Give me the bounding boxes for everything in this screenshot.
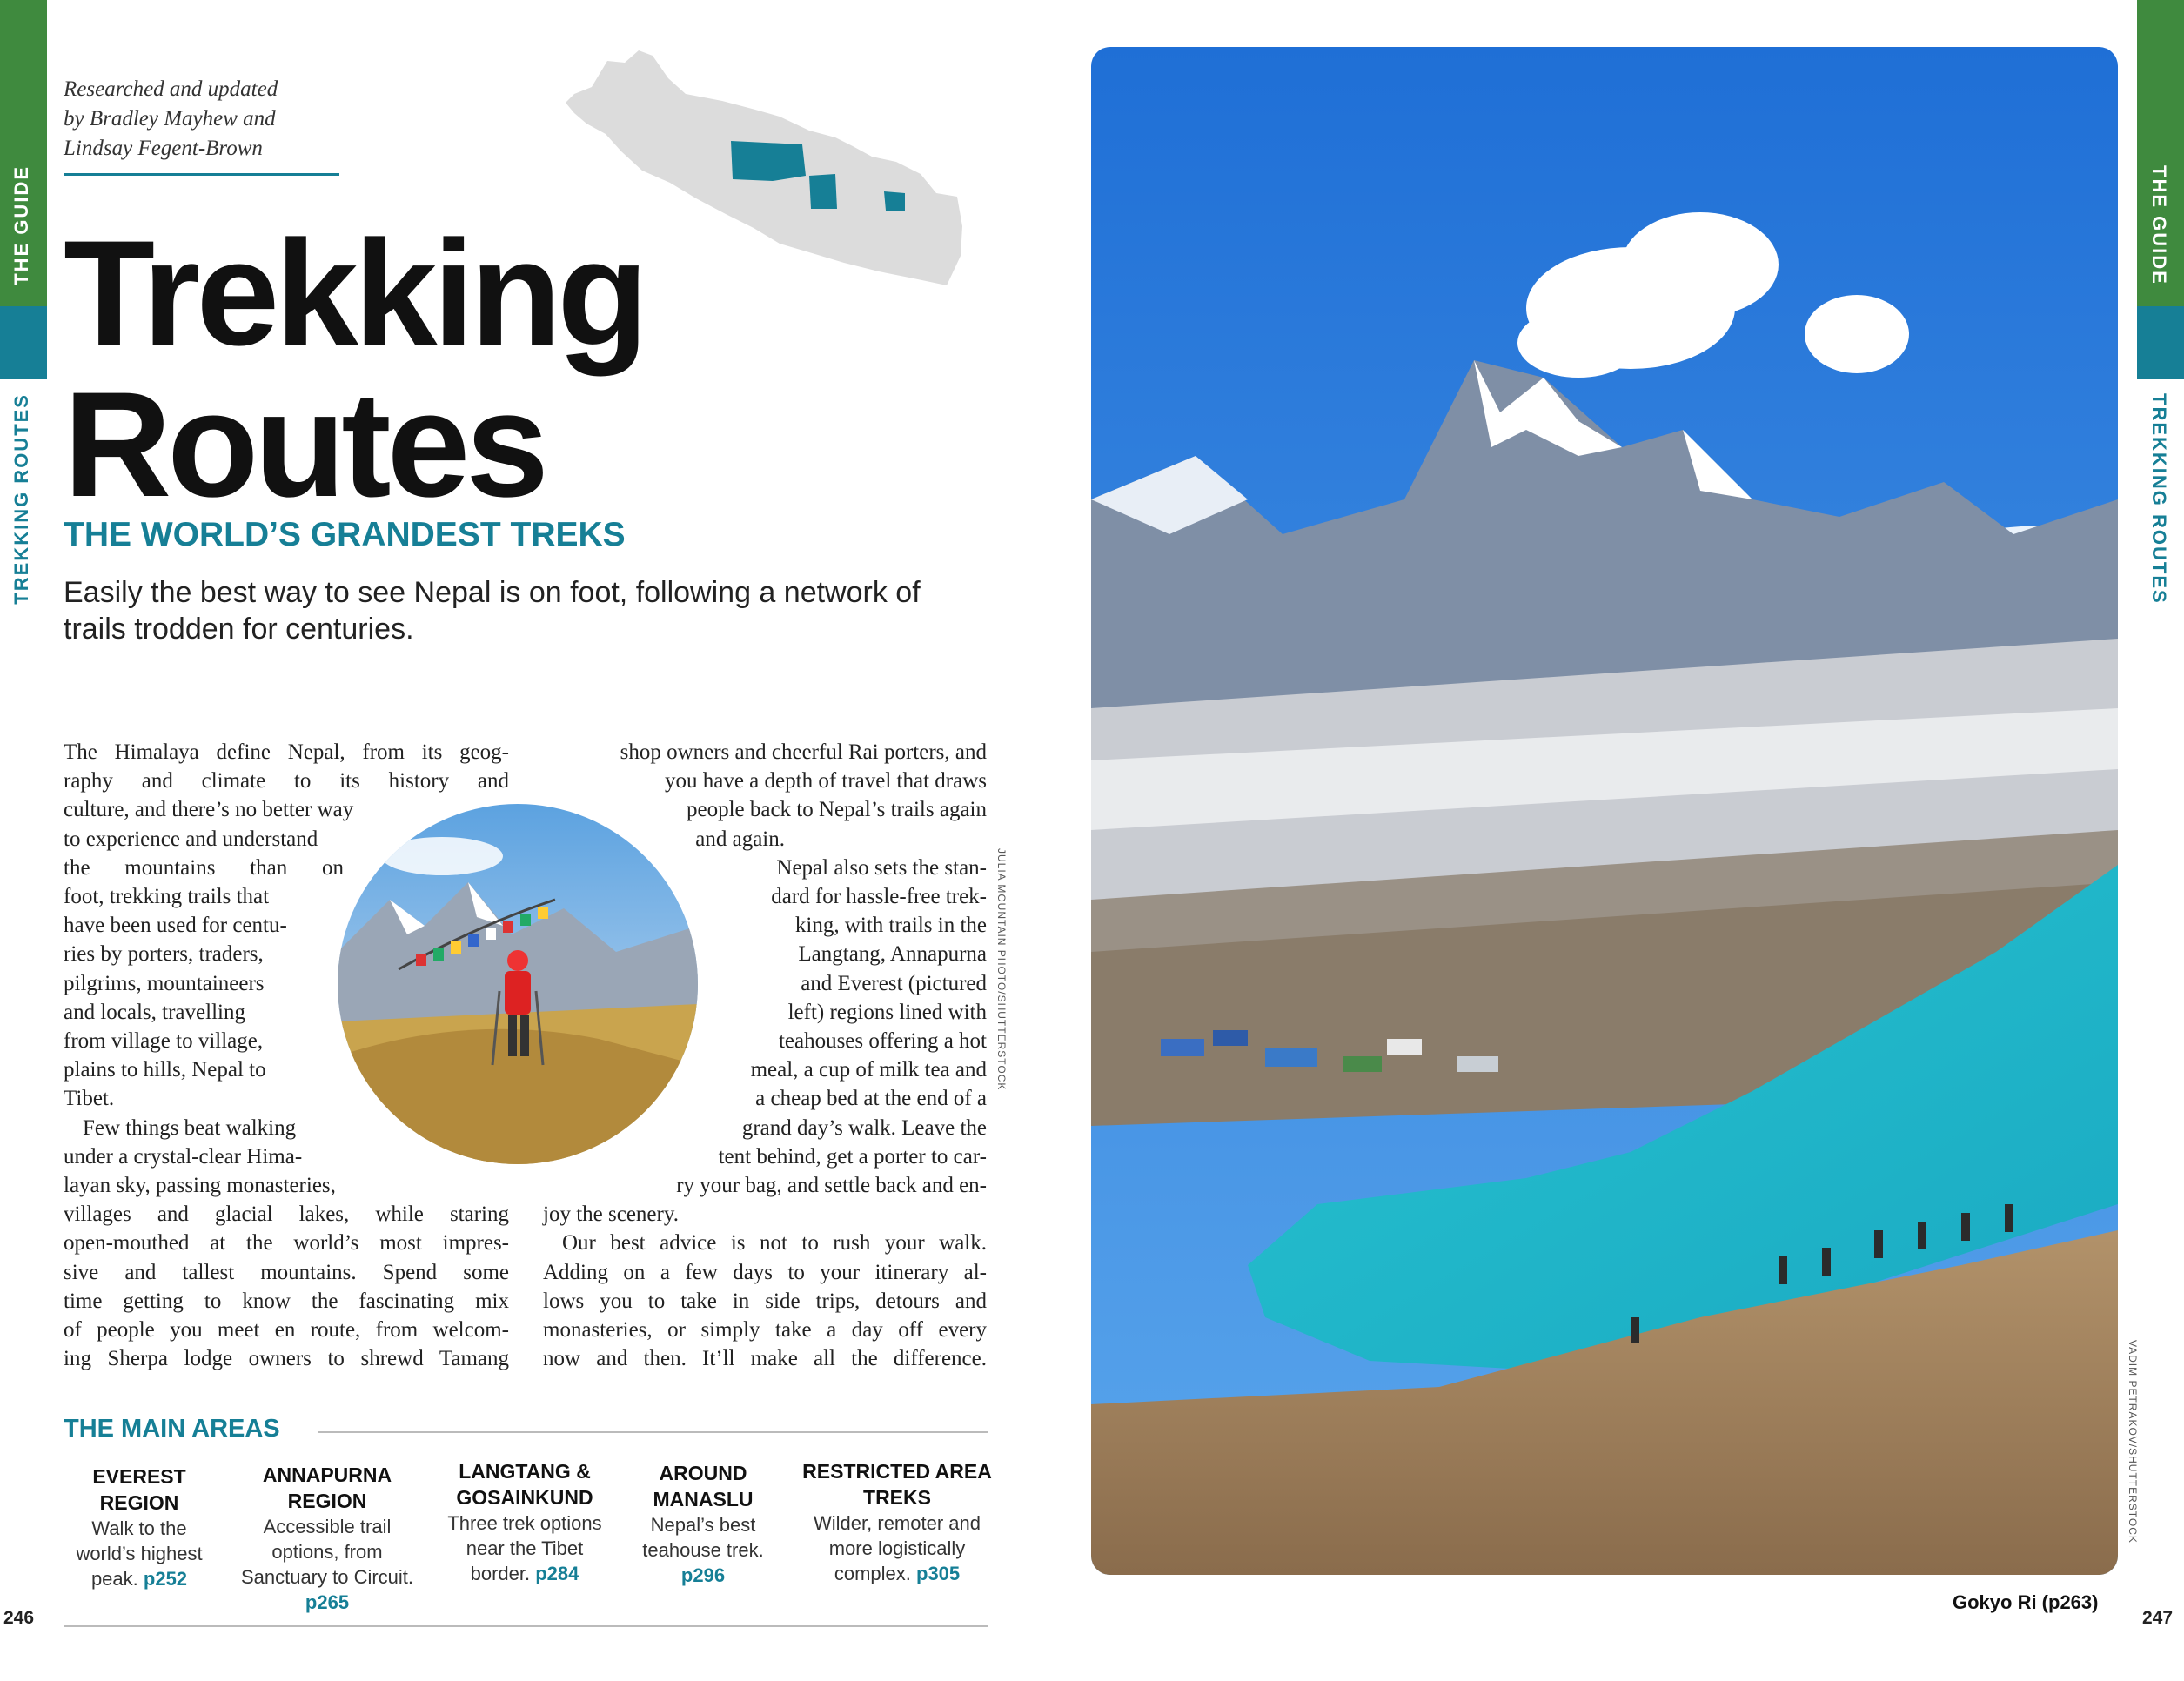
- text-line: ries by porters, traders,: [64, 942, 264, 967]
- text-line: people back to Nepal’s trails again: [686, 798, 987, 822]
- text-line: Tibet.: [64, 1087, 115, 1111]
- text-line: villages and glacial lakes, while staring: [64, 1202, 509, 1227]
- main-areas-heading: THE MAIN AREAS: [64, 1415, 280, 1443]
- area-name: EVEREST: [92, 1465, 186, 1488]
- text-line: culture, and there’s no better way: [64, 798, 354, 822]
- page-number-left: 246: [3, 1608, 35, 1628]
- area-name: RESTRICTED AREA: [802, 1460, 992, 1483]
- text-line: teahouses offering a hot: [778, 1029, 987, 1054]
- area-name: AROUND: [659, 1462, 747, 1484]
- area-everest: [64, 1463, 214, 1591]
- text-line: layan sky, passing monasteries,: [64, 1174, 336, 1198]
- title-line: Routes: [64, 361, 545, 528]
- byline-line: Researched and updated: [64, 77, 278, 101]
- manaslu-region-marker: [884, 191, 905, 211]
- area-page-link[interactable]: p296: [680, 1564, 726, 1586]
- text-line: left) regions lined with: [787, 1000, 987, 1024]
- area-desc: more logistically: [828, 1537, 966, 1559]
- chapter-tab-left: [0, 306, 47, 379]
- text-line: have been used for centu-: [64, 914, 287, 938]
- area-name: LANGTANG &: [459, 1460, 591, 1483]
- area-restricted: [795, 1458, 999, 1586]
- trekker-inset-photo: [338, 804, 698, 1164]
- text-line: of people you meet en route, from welcom-: [64, 1318, 509, 1343]
- text-line: and Everest (pictured: [801, 971, 987, 995]
- text-line: ry your bag, and settle back and en-: [676, 1174, 987, 1198]
- text-line: lows you to take in side trips, detours and: [543, 1289, 987, 1313]
- page-subtitle: THE WORLD’S GRANDEST TREKS: [64, 516, 626, 553]
- text-line: Our best advice is not to rush your walk.: [562, 1231, 987, 1256]
- area-name: REGION: [99, 1491, 179, 1514]
- byline-divider: [64, 173, 339, 176]
- gokyo-lake-photo: [1091, 47, 2118, 1575]
- area-desc: world’s highest: [76, 1543, 203, 1564]
- text-line: dard for hassle-free trek-: [771, 885, 987, 909]
- area-name: TREKS: [863, 1486, 931, 1509]
- text-line: monasteries, or simply take a day off every: [543, 1318, 987, 1343]
- text-line: sive and tallest mountains. Spend some: [64, 1260, 509, 1284]
- text-line: under a crystal-clear Hima-: [64, 1144, 303, 1169]
- area-desc: Sanctuary to Circuit.: [240, 1566, 414, 1588]
- chapter-label-left: TREKKING ROUTES: [10, 393, 32, 605]
- area-desc: Accessible trail: [263, 1516, 392, 1537]
- title-line: Trekking: [64, 210, 645, 377]
- area-desc: Walk to the: [91, 1517, 187, 1539]
- area-page-link[interactable]: p265: [305, 1591, 350, 1613]
- chapter-label-right: TREKKING ROUTES: [2148, 393, 2170, 605]
- area-desc: near the Tibet: [466, 1537, 584, 1559]
- text-line: joy the scenery.: [543, 1202, 679, 1227]
- area-page-link[interactable]: p284: [535, 1563, 579, 1584]
- text-line: tent behind, get a porter to car-: [718, 1144, 987, 1169]
- text-line: time getting to know the fascinating mix: [64, 1289, 509, 1313]
- text-line: pilgrims, mountaineers: [64, 971, 265, 995]
- text-line: grand day’s walk. Leave the: [741, 1115, 987, 1140]
- text-line: Nepal also sets the stan-: [776, 855, 987, 880]
- main-areas-divider: [318, 1431, 988, 1433]
- area-desc: complex.: [834, 1563, 911, 1584]
- area-desc: peak.: [90, 1568, 138, 1590]
- main-photo-credit: VADIM PETRAKOV/SHUTTERSTOCK: [2127, 1340, 2139, 1544]
- text-line: meal, a cup of milk tea and: [750, 1058, 987, 1082]
- text-line: foot, trekking trails that: [64, 885, 270, 909]
- section-label-right: THE GUIDE: [2148, 165, 2170, 285]
- area-langtang: [433, 1458, 616, 1586]
- footer-divider: [64, 1625, 988, 1627]
- inset-photo-credit: JULIA MOUNTAIN PHOTO/SHUTTERSTOCK: [995, 848, 1008, 1091]
- area-desc: border.: [470, 1563, 531, 1584]
- area-page-link[interactable]: p305: [916, 1563, 961, 1584]
- photo-caption: Gokyo Ri (p263): [1953, 1591, 2099, 1613]
- area-desc: Nepal’s best: [650, 1514, 756, 1536]
- text-line: The Himalaya define Nepal, from its geog-: [64, 740, 509, 764]
- text-line: raphy and climate to its history and: [64, 769, 509, 794]
- text-line: and again.: [695, 827, 785, 851]
- area-desc: Three trek options: [447, 1512, 602, 1534]
- text-line: a cheap bed at the end of a: [755, 1087, 987, 1111]
- text-line: ing Sherpa lodge owners to shrewd Tamang: [64, 1347, 509, 1371]
- page-number-right: 247: [2142, 1608, 2174, 1628]
- byline-line: by Bradley Mayhew and: [64, 107, 276, 131]
- text-line: you have a depth of travel that draws: [664, 769, 987, 794]
- text-line: now and then. It’ll make all the difference.: [543, 1347, 987, 1371]
- text-line: plains to hills, Nepal to: [64, 1058, 266, 1082]
- section-label-left: THE GUIDE: [10, 165, 32, 285]
- text-line: from village to village,: [64, 1029, 264, 1054]
- text-line: Adding on a few days to your itinerary al-: [543, 1260, 987, 1284]
- text-line: open-mouthed at the world’s most impres-: [64, 1231, 509, 1256]
- everest-region-marker: [731, 141, 806, 181]
- byline: [64, 75, 359, 164]
- text-line: the mountains than on: [64, 855, 344, 880]
- chapter-tab-right: [2137, 306, 2184, 379]
- area-desc: teahouse trek.: [642, 1539, 764, 1561]
- text-line: Langtang, Annapurna: [798, 942, 987, 967]
- area-desc: options, from: [271, 1541, 383, 1563]
- text-line: and locals, travelling: [64, 1000, 245, 1024]
- area-annapurna: [224, 1462, 430, 1615]
- area-desc: Wilder, remoter and: [814, 1512, 981, 1534]
- area-name: GOSAINKUND: [456, 1486, 593, 1509]
- area-name: ANNAPURNA REGION: [262, 1463, 392, 1512]
- area-name: MANASLU: [653, 1488, 754, 1510]
- page-title: [64, 210, 645, 528]
- text-line: Few things beat walking: [83, 1115, 297, 1140]
- text-line: king, with trails in the: [794, 914, 987, 938]
- langtang-region-marker: [809, 174, 837, 209]
- area-manaslu: [628, 1460, 778, 1588]
- intro-paragraph: Easily the best way to see Nepal is on foot, following a network of trails trodden for centuries.: [64, 576, 921, 646]
- text-line: to experience and understand: [64, 827, 318, 851]
- byline-line: Lindsay Fegent-Brown: [64, 137, 263, 160]
- area-page-link[interactable]: p252: [143, 1568, 188, 1590]
- text-line: shop owners and cheerful Rai porters, and: [620, 740, 987, 764]
